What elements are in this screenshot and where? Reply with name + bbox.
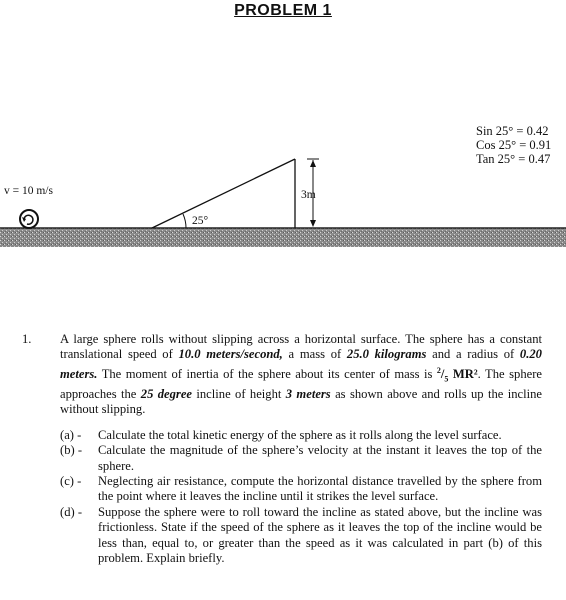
part-d	[60, 505, 542, 567]
part-a	[60, 428, 542, 443]
part-label: (b) -	[60, 443, 83, 458]
part-text: Suppose the sphere were to roll toward the incline as stated above, but the incline was frictionless. State if the speed of the sphere as it leaves the top of the incline would be less than, equal to, or greater than the speed as it was calculated in part (b) of this problem. Explain briefly.	[98, 504, 542, 565]
part-text: Calculate the total kinetic energy of the sphere as it rolls along the level surface.	[98, 427, 502, 442]
incline-ramp	[152, 159, 295, 228]
problem-body	[22, 332, 542, 566]
page-title: PROBLEM 1	[234, 2, 332, 19]
part-text: Neglecting air resistance, compute the horizontal distance travelled by the sphere from the point where it leaves the incline until it strikes the level surface.	[98, 473, 542, 504]
problem-number: 1.	[22, 332, 32, 346]
part-label: (d) -	[60, 504, 83, 519]
cos-value: Cos 25° = 0.91	[476, 138, 552, 152]
height-label: 3m	[301, 189, 316, 201]
tan-value: Tan 25° = 0.47	[476, 152, 551, 166]
part-b	[60, 443, 542, 474]
part-label: (a) -	[60, 427, 82, 442]
sphere-icon	[20, 210, 38, 228]
question-parts	[22, 428, 542, 567]
part-c	[60, 474, 542, 505]
problem-statement: A large sphere rolls without slipping across a horizontal surface. The sphere has a constant translational speed of 10.0 meters/second, a mass of 25.0 kilograms and a radius of 0.20 meters. The moment of inertia of the sphere about its center of mass is $^2/_5$ MR². The sphere approaches the 25 degree incline of height 3 meters as shown above and rolls up the incline without slipping.	[60, 332, 542, 417]
sin-value: Sin 25° = 0.42	[476, 124, 549, 138]
angle-label: 25°	[192, 215, 209, 227]
incline-diagram	[0, 150, 566, 260]
ground-surface	[0, 228, 566, 247]
part-text: Calculate the magnitude of the sphere’s velocity at the instant it leaves the top of the sphere.	[98, 443, 542, 473]
velocity-label: v = 10 m/s	[4, 185, 53, 197]
angle-arc	[183, 214, 186, 228]
part-label: (c) -	[60, 473, 82, 488]
